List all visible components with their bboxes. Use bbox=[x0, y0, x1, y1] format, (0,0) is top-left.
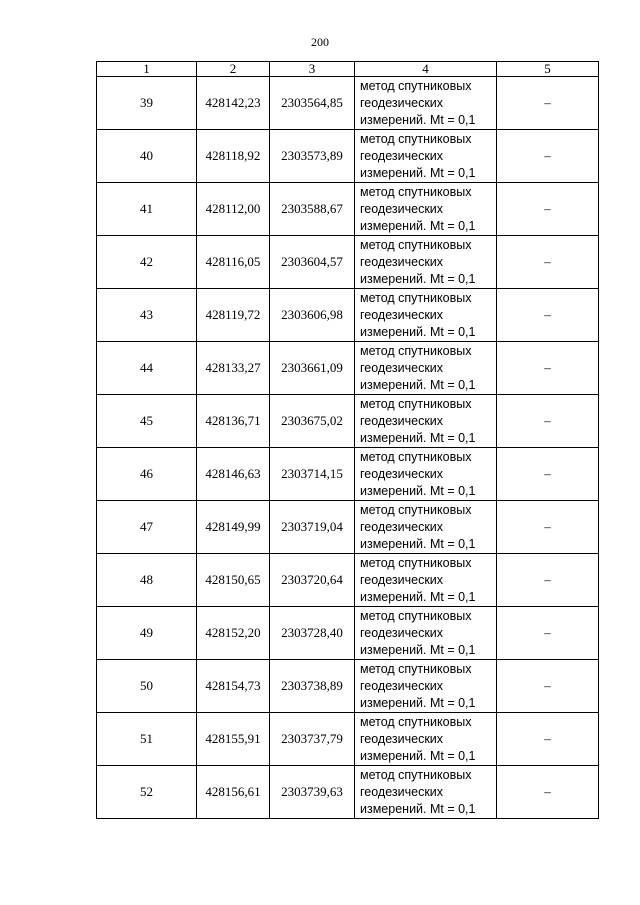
method-line: метод спутниковых bbox=[360, 608, 472, 623]
coordinates-table bbox=[96, 61, 599, 819]
point-number-cell: 50 bbox=[97, 660, 197, 713]
method-line: метод спутниковых bbox=[360, 555, 472, 570]
table-row bbox=[97, 660, 599, 713]
point-number-cell: 39 bbox=[97, 77, 197, 130]
y-coordinate-cell: 2303720,64 bbox=[270, 554, 355, 607]
y-coordinate-cell: 2303604,57 bbox=[270, 236, 355, 289]
method-line: метод спутниковых bbox=[360, 396, 472, 411]
point-number-cell: 51 bbox=[97, 713, 197, 766]
method-line: измерений. Mt = 0,1 bbox=[360, 218, 476, 233]
method-line: измерений. Mt = 0,1 bbox=[360, 695, 476, 710]
point-number-cell: 48 bbox=[97, 554, 197, 607]
table-row bbox=[97, 130, 599, 183]
table-row bbox=[97, 77, 599, 130]
x-coordinate-cell: 428118,92 bbox=[197, 130, 270, 183]
note-cell: – bbox=[497, 501, 599, 554]
note-cell: – bbox=[497, 766, 599, 819]
table-row bbox=[97, 713, 599, 766]
y-coordinate-cell: 2303564,85 bbox=[270, 77, 355, 130]
method-line: измерений. Mt = 0,1 bbox=[360, 112, 476, 127]
method-line: геодезических bbox=[360, 784, 444, 799]
point-number-cell: 42 bbox=[97, 236, 197, 289]
x-coordinate-cell: 428133,27 bbox=[197, 342, 270, 395]
method-line: метод спутниковых bbox=[360, 78, 472, 93]
header-col-3: 3 bbox=[270, 62, 355, 77]
y-coordinate-cell: 2303606,98 bbox=[270, 289, 355, 342]
x-coordinate-cell: 428146,63 bbox=[197, 448, 270, 501]
point-number-cell: 41 bbox=[97, 183, 197, 236]
table-header-row bbox=[97, 62, 599, 77]
method-line: измерений. Mt = 0,1 bbox=[360, 377, 476, 392]
method-cell bbox=[355, 713, 497, 766]
point-number-cell: 47 bbox=[97, 501, 197, 554]
point-number-cell: 43 bbox=[97, 289, 197, 342]
method-line: измерений. Mt = 0,1 bbox=[360, 483, 476, 498]
point-number-cell: 40 bbox=[97, 130, 197, 183]
table-row bbox=[97, 448, 599, 501]
header-col-4: 4 bbox=[355, 62, 497, 77]
method-cell bbox=[355, 501, 497, 554]
method-cell bbox=[355, 448, 497, 501]
method-cell bbox=[355, 77, 497, 130]
note-cell: – bbox=[497, 660, 599, 713]
method-line: геодезических bbox=[360, 360, 444, 375]
method-line: метод спутниковых bbox=[360, 237, 472, 252]
method-line: геодезических bbox=[360, 254, 444, 269]
table-row bbox=[97, 501, 599, 554]
method-line: измерений. Mt = 0,1 bbox=[360, 536, 476, 551]
method-line: измерений. Mt = 0,1 bbox=[360, 589, 476, 604]
x-coordinate-cell: 428136,71 bbox=[197, 395, 270, 448]
method-line: метод спутниковых bbox=[360, 184, 472, 199]
x-coordinate-cell: 428150,65 bbox=[197, 554, 270, 607]
note-cell: – bbox=[497, 713, 599, 766]
y-coordinate-cell: 2303738,89 bbox=[270, 660, 355, 713]
y-coordinate-cell: 2303737,79 bbox=[270, 713, 355, 766]
method-line: геодезических bbox=[360, 148, 444, 163]
method-line: геодезических bbox=[360, 95, 444, 110]
point-number-cell: 52 bbox=[97, 766, 197, 819]
method-line: геодезических bbox=[360, 572, 444, 587]
method-line: метод спутниковых bbox=[360, 767, 472, 782]
method-line: геодезических bbox=[360, 307, 444, 322]
method-line: геодезических bbox=[360, 201, 444, 216]
x-coordinate-cell: 428112,00 bbox=[197, 183, 270, 236]
point-number-cell: 49 bbox=[97, 607, 197, 660]
header-col-5: 5 bbox=[497, 62, 599, 77]
table-row bbox=[97, 395, 599, 448]
method-line: метод спутниковых bbox=[360, 502, 472, 517]
method-cell bbox=[355, 236, 497, 289]
note-cell: – bbox=[497, 395, 599, 448]
point-number-cell: 46 bbox=[97, 448, 197, 501]
note-cell: – bbox=[497, 183, 599, 236]
method-line: геодезических bbox=[360, 731, 444, 746]
method-cell bbox=[355, 766, 497, 819]
method-line: метод спутниковых bbox=[360, 449, 472, 464]
x-coordinate-cell: 428119,72 bbox=[197, 289, 270, 342]
method-line: метод спутниковых bbox=[360, 343, 472, 358]
header-col-1: 1 bbox=[97, 62, 197, 77]
method-line: метод спутниковых bbox=[360, 131, 472, 146]
y-coordinate-cell: 2303675,02 bbox=[270, 395, 355, 448]
method-line: геодезических bbox=[360, 413, 444, 428]
note-cell: – bbox=[497, 77, 599, 130]
x-coordinate-cell: 428156,61 bbox=[197, 766, 270, 819]
y-coordinate-cell: 2303719,04 bbox=[270, 501, 355, 554]
table-row bbox=[97, 554, 599, 607]
note-cell: – bbox=[497, 448, 599, 501]
table-row bbox=[97, 236, 599, 289]
method-line: измерений. Mt = 0,1 bbox=[360, 430, 476, 445]
method-line: метод спутниковых bbox=[360, 661, 472, 676]
x-coordinate-cell: 428142,23 bbox=[197, 77, 270, 130]
method-cell bbox=[355, 183, 497, 236]
table-row bbox=[97, 183, 599, 236]
table-row bbox=[97, 607, 599, 660]
method-cell bbox=[355, 395, 497, 448]
point-number-cell: 44 bbox=[97, 342, 197, 395]
note-cell: – bbox=[497, 342, 599, 395]
method-line: измерений. Mt = 0,1 bbox=[360, 748, 476, 763]
table-row bbox=[97, 766, 599, 819]
method-line: геодезических bbox=[360, 678, 444, 693]
x-coordinate-cell: 428155,91 bbox=[197, 713, 270, 766]
method-line: измерений. Mt = 0,1 bbox=[360, 801, 476, 816]
note-cell: – bbox=[497, 236, 599, 289]
method-line: измерений. Mt = 0,1 bbox=[360, 271, 476, 286]
y-coordinate-cell: 2303728,40 bbox=[270, 607, 355, 660]
header-col-2: 2 bbox=[197, 62, 270, 77]
y-coordinate-cell: 2303573,89 bbox=[270, 130, 355, 183]
y-coordinate-cell: 2303714,15 bbox=[270, 448, 355, 501]
note-cell: – bbox=[497, 130, 599, 183]
method-cell bbox=[355, 130, 497, 183]
x-coordinate-cell: 428116,05 bbox=[197, 236, 270, 289]
method-line: геодезических bbox=[360, 625, 444, 640]
method-cell bbox=[355, 660, 497, 713]
x-coordinate-cell: 428154,73 bbox=[197, 660, 270, 713]
method-cell bbox=[355, 342, 497, 395]
method-cell bbox=[355, 554, 497, 607]
table-row bbox=[97, 289, 599, 342]
point-number-cell: 45 bbox=[97, 395, 197, 448]
note-cell: – bbox=[497, 554, 599, 607]
x-coordinate-cell: 428152,20 bbox=[197, 607, 270, 660]
method-line: геодезических bbox=[360, 466, 444, 481]
note-cell: – bbox=[497, 289, 599, 342]
y-coordinate-cell: 2303661,09 bbox=[270, 342, 355, 395]
page-number: 200 bbox=[311, 35, 329, 49]
table-row bbox=[97, 342, 599, 395]
x-coordinate-cell: 428149,99 bbox=[197, 501, 270, 554]
y-coordinate-cell: 2303739,63 bbox=[270, 766, 355, 819]
method-cell bbox=[355, 607, 497, 660]
method-line: геодезических bbox=[360, 519, 444, 534]
method-line: измерений. Mt = 0,1 bbox=[360, 642, 476, 657]
method-line: измерений. Mt = 0,1 bbox=[360, 165, 476, 180]
method-line: метод спутниковых bbox=[360, 714, 472, 729]
method-line: измерений. Mt = 0,1 bbox=[360, 324, 476, 339]
note-cell: – bbox=[497, 607, 599, 660]
method-line: метод спутниковых bbox=[360, 290, 472, 305]
method-cell bbox=[355, 289, 497, 342]
y-coordinate-cell: 2303588,67 bbox=[270, 183, 355, 236]
